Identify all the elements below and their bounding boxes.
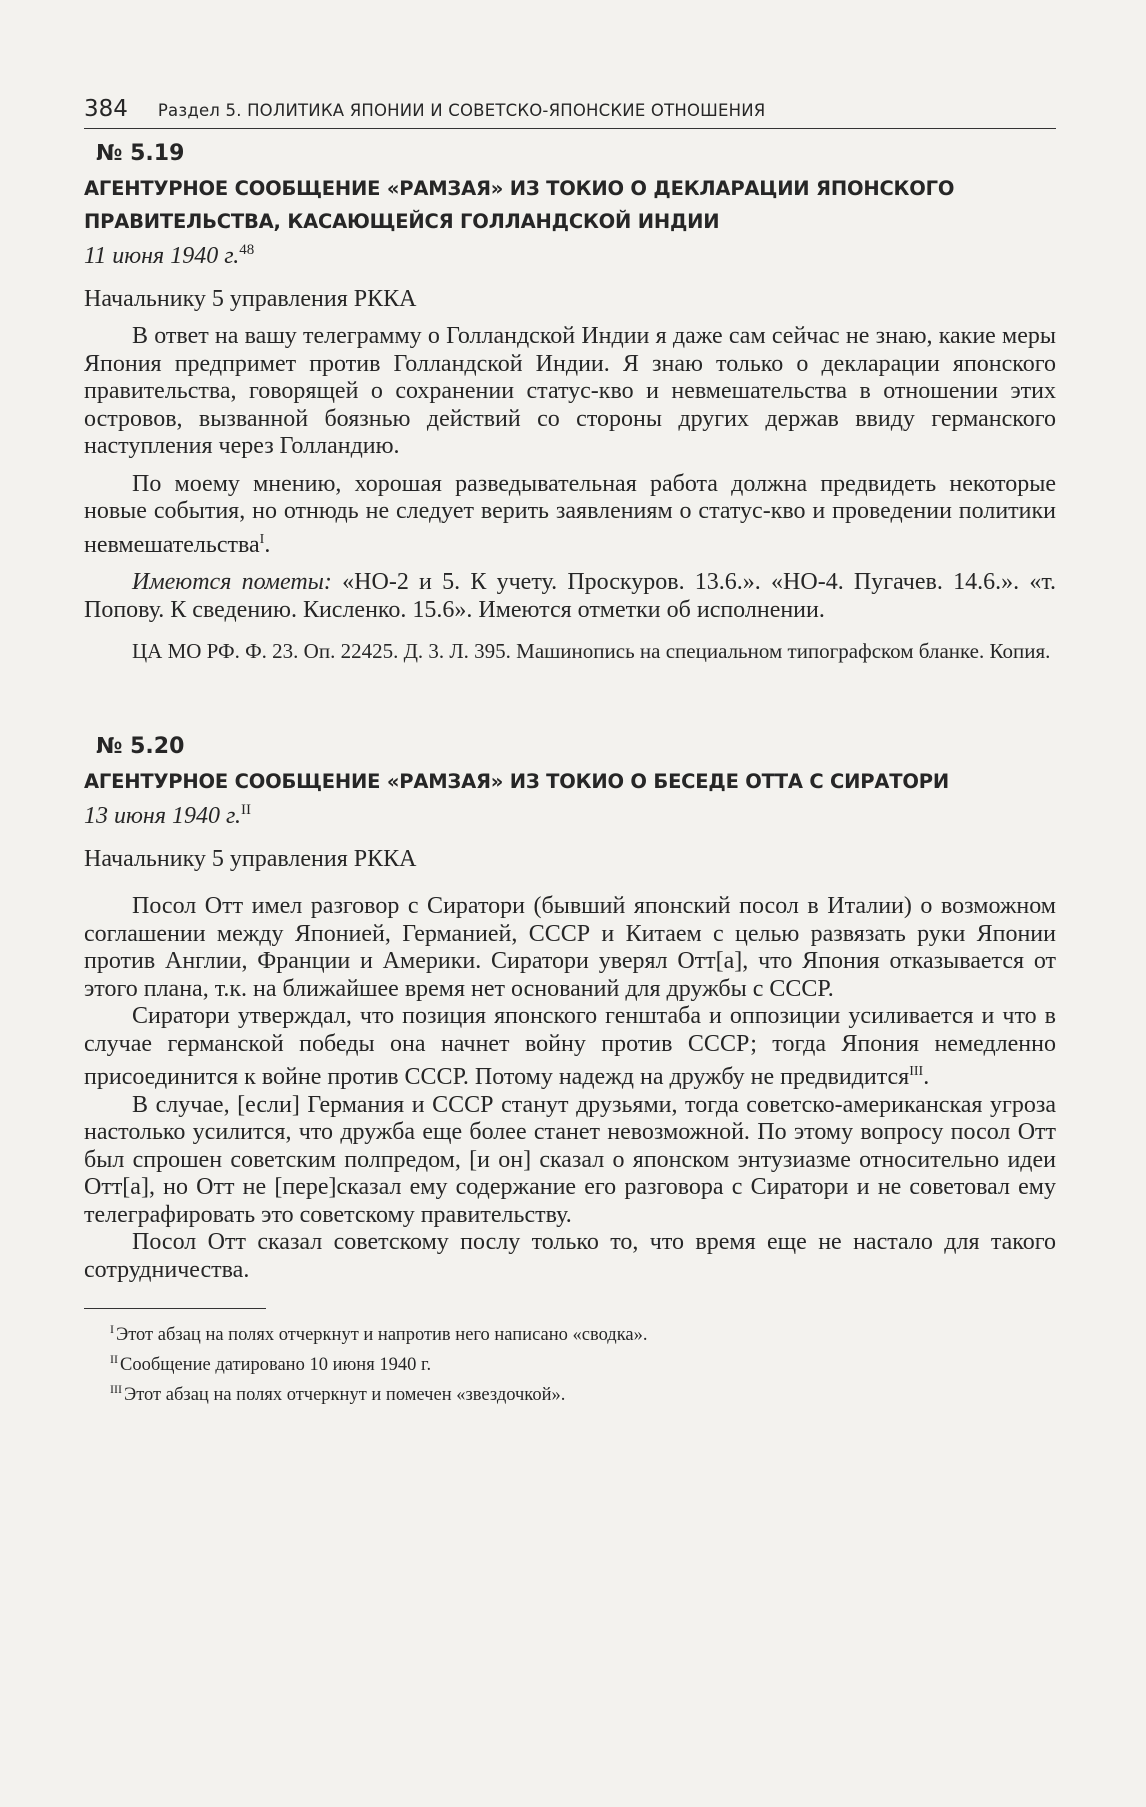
footnote <box>110 1317 1056 1347</box>
footnote-mark: I <box>259 531 265 547</box>
doc-date <box>84 242 1056 270</box>
date-note-mark: 48 <box>239 242 255 258</box>
date-note-mark: II <box>241 802 252 818</box>
archive-reference: ЦА МО РФ. Ф. 23. Оп. 22425. Д. 3. Л. 395. Машинопись на специальном типографском бланке. Копия. <box>132 639 1051 663</box>
page-number: 384 <box>84 96 128 122</box>
document-page <box>84 96 1056 1407</box>
marks-text: «НО-2 и 5. К учету. Проскуров. 13.6.». «НО-4. Пугачев. 14.6.». «т. Попову. К сведению. Кисленко. 15.6». Имеются отметки об исполнении. <box>84 569 1056 623</box>
doc-number: № 5.19 <box>96 141 185 166</box>
footnote-mark: II <box>110 1352 118 1367</box>
body-paragraph: Посол Отт сказал советскому послу только то, что время еще не настало для такого сотрудничества. <box>84 1229 1056 1283</box>
footnote-text: Сообщение датировано 10 июня 1940 г. <box>120 1355 432 1376</box>
marks-paragraph <box>84 569 1056 624</box>
body-paragraph: Посол Отт имел разговор с Сиратори (бывший японский посол в Италии) о возможном соглашении между Японией, Германией, СССР и Китаем с целью развязать руки Японии против Англии, Франции и Америки. Сиратори уверял Отт[а], что Япония отказывается от этого плана, т.к. на ближайшее время нет оснований для дружбы с СССР. <box>84 893 1056 1002</box>
doc-title: АГЕНТУРНОЕ СООБЩЕНИЕ «РАМЗАЯ» ИЗ ТОКИО О ДЕКЛАРАЦИИ ЯПОНСКОГО ПРАВИТЕЛЬСТВА, КАСАЮЩЕЙСЯ ГОЛЛАНДСКОЙ ИНДИИ <box>84 177 955 233</box>
running-head <box>84 96 1056 129</box>
footnote <box>110 1347 1056 1377</box>
body-paragraph: По моему мнению, хорошая разведывательная работа должна предвидеть некоторые новые события, но отнюдь не следует верить заявлениям о статус-кво и проведении политики невмешательства$^I$. <box>84 470 1056 558</box>
paragraph-text: Сиратори утверждал, что позиция японского генштаба и оппозиции усиливается и что в случае германской победы она начнет войну против СССР; тогда Япония немедленно присоединится к войне против СССР. Потому надежд на дружбу не предвидится <box>84 1003 1056 1090</box>
doc-number: № 5.20 <box>96 734 185 759</box>
doc-date-text: 11 июня 1940 г. <box>84 243 240 269</box>
footnote-divider <box>84 1308 266 1309</box>
doc-title: АГЕНТУРНОЕ СООБЩЕНИЕ «РАМЗАЯ» ИЗ ТОКИО О БЕСЕДЕ ОТТА С СИРАТОРИ <box>84 770 949 793</box>
document-5-19 <box>84 141 1056 664</box>
footnote-mark: I <box>110 1322 114 1336</box>
addressee: Начальнику 5 управления РККА <box>84 286 417 312</box>
body-paragraph: В ответ на вашу телеграмму о Голландской Индии я даже сам сейчас не знаю, какие меры Япония предпримет против Голландской Индии. Я знаю только о декларации японского правительства, говорящей о сохранении статус-кво и невмешательства в отношении этих островов, вызванной боязнью действий со стороны других держав ввиду германского наступления через Голландию. <box>84 323 1056 459</box>
footnote-mark: III <box>110 1382 122 1397</box>
footnote-text: Этот абзац на полях отчеркнут и помечен «звездочкой». <box>124 1385 566 1406</box>
footnote-text: Этот абзац на полях отчеркнут и напротив него написано «сводка». <box>116 1325 648 1346</box>
marks-label: Имеются пометы: <box>132 569 332 595</box>
doc-date-text: 13 июня 1940 г. <box>84 803 242 829</box>
section-title: Раздел 5. ПОЛИТИКА ЯПОНИИ И СОВЕТСКО-ЯПОНСКИЕ ОТНОШЕНИЯ <box>157 101 766 120</box>
footnote-mark: III <box>909 1064 924 1079</box>
document-5-20 <box>84 734 1056 1284</box>
body-paragraph: Сиратори утверждал, что позиция японского генштаба и оппозиции усиливается и что в случае германской победы она начнет войну против СССР; тогда Япония немедленно присоединится к войне против СССР. Потому надежд на дружбу не предвидится$^{III}$. <box>84 1003 1056 1090</box>
body-paragraph: В случае, [если] Германия и СССР станут друзьями, тогда советско-американская угроза настолько усилится, что дружба еще более станет невозможной. По этому вопросу посол Отт был спрошен советским полпредом, [и он] сказал о японском энтузиазме относительно идеи Отт[а], но Отт не [пере]сказал ему содержание его разговора с Сиратори и не советовал ему телеграфировать это советскому правительству. <box>84 1091 1056 1228</box>
doc-date <box>84 802 1056 830</box>
footnotes <box>84 1317 1056 1407</box>
footnote <box>110 1377 1056 1407</box>
paragraph-text: По моему мнению, хорошая разведывательная работа должна предвидеть некоторые новые события, но отнюдь не следует верить заявлениям о статус-кво и проведении политики невмешательства <box>84 470 1056 558</box>
addressee: Начальнику 5 управления РККА <box>84 846 417 872</box>
